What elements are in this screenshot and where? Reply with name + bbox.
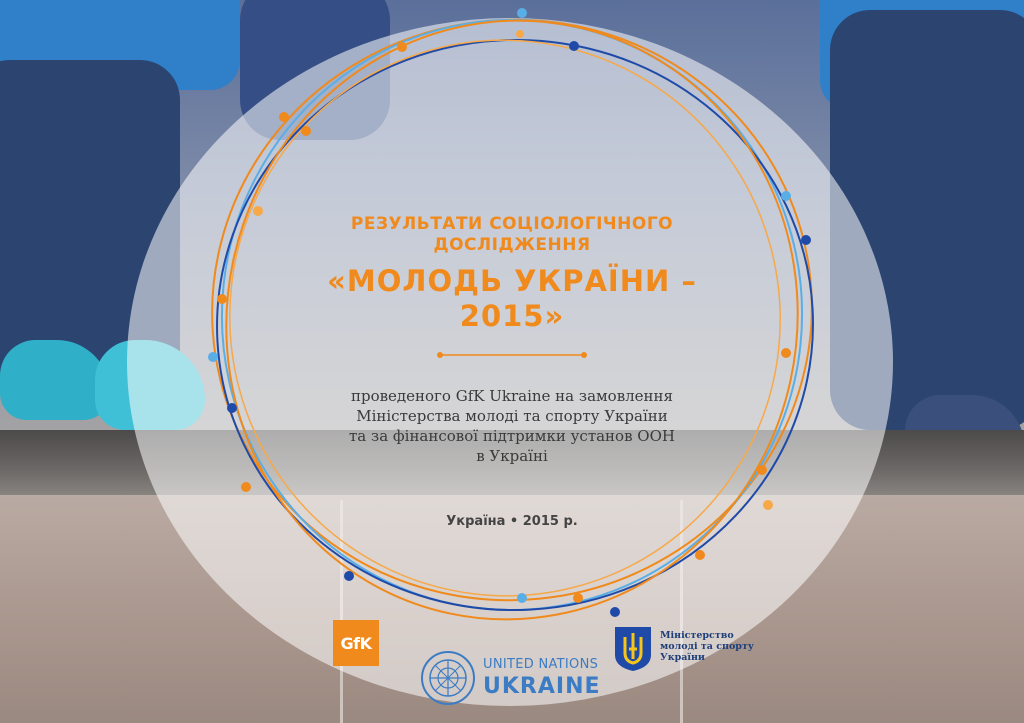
subtitle-line: проведеного GfK Ukraine на замовлення	[350, 387, 674, 405]
subtitle-block	[300, 386, 724, 466]
ministry-logo-text	[660, 630, 780, 663]
ministry-line: Міністерство	[660, 630, 734, 641]
place-year: Україна • 2015 р.	[446, 514, 578, 529]
ring-dot	[301, 126, 311, 136]
main-title-line: 2015»	[459, 299, 565, 333]
ring-dot	[516, 30, 524, 38]
ring-dot	[781, 191, 791, 201]
ministry-line: України	[660, 652, 705, 663]
main-title	[300, 264, 724, 334]
ring-dot	[763, 500, 773, 510]
ring-dot	[344, 571, 354, 581]
ring-dot	[569, 41, 579, 51]
ring-dot	[279, 112, 289, 122]
subtitle-line: Міністерства молоді та спорту України	[356, 407, 668, 425]
ring-dot	[695, 550, 705, 560]
ministry-line: молоді та спорту	[660, 641, 754, 652]
ring-dot	[208, 352, 218, 362]
ring-dot	[517, 593, 527, 603]
ukraine-coat-of-arms-icon	[613, 625, 653, 673]
ring-dot	[227, 403, 237, 413]
ring-dot	[397, 42, 407, 52]
un-emblem-icon	[420, 650, 476, 706]
ring-dot	[781, 348, 791, 358]
ring-dot	[217, 294, 227, 304]
ring-dot	[610, 607, 620, 617]
ring-dot	[253, 206, 263, 216]
title-divider	[436, 351, 588, 359]
survey-title-line: РЕЗУЛЬТАТИ СОЦІОЛОГІЧНОГО	[350, 214, 674, 234]
ring-dot	[241, 482, 251, 492]
un-logo-top: UNITED NATIONS	[483, 657, 599, 672]
main-title-line: «МОЛОДЬ УКРАЇНИ –	[327, 264, 697, 298]
survey-title-line: ДОСЛІДЖЕННЯ	[433, 235, 591, 255]
un-logo-bottom: UKRAINE	[483, 674, 601, 699]
ring-dot	[801, 235, 811, 245]
ring-dot	[517, 8, 527, 18]
gfk-logo: GfK	[333, 620, 379, 666]
subtitle-line: в Україні	[476, 447, 548, 465]
ring-orange-inner	[171, 0, 853, 673]
ring-dot	[757, 465, 767, 475]
ring-dot	[573, 593, 583, 603]
subtitle-line: та за фінансової підтримки установ ООН	[349, 427, 675, 445]
survey-title	[300, 214, 724, 256]
